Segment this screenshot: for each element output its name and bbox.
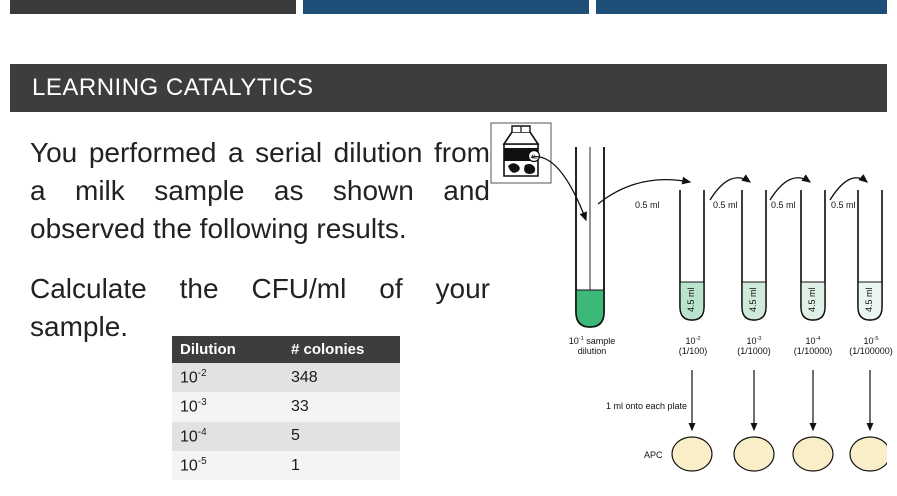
dilution-label-1 xyxy=(662,336,724,356)
body-paragraph-1: You performed a serial dilution from a milk sample as shown and observed the following results. xyxy=(30,137,490,244)
dilution-base: 10 xyxy=(180,398,198,416)
slide-canvas xyxy=(10,22,893,488)
source-dilution-base: 10 xyxy=(568,336,579,346)
svg-text:4L: 4L xyxy=(530,155,538,161)
source-tube xyxy=(576,147,604,327)
decorative-top-bar xyxy=(0,0,897,14)
tube-volume-label-4: 4.5 ml xyxy=(864,287,874,312)
plate-instruction-label: 1 ml onto each plate xyxy=(606,401,688,411)
top-bar-segment-blue-2 xyxy=(596,0,887,14)
petri-plate xyxy=(850,437,887,471)
transfer-label-2: 0.5 ml xyxy=(713,200,738,210)
dilution-label-fraction: (1/100) xyxy=(678,346,708,356)
page-title: LEARNING CATALYTICS xyxy=(32,74,314,101)
table-header-row xyxy=(172,336,400,363)
dilution-label-exp: -2 xyxy=(695,336,701,342)
cell-colonies: 33 xyxy=(283,392,400,421)
source-dilution-word2: dilution xyxy=(577,346,607,356)
dilution-label-base: 10 xyxy=(685,336,696,346)
table-row xyxy=(172,363,400,392)
dilution-label-base: 10 xyxy=(746,336,757,346)
dilution-base: 10 xyxy=(180,427,198,445)
source-dilution-word: sample xyxy=(586,336,616,346)
cell-dilution xyxy=(172,392,283,421)
table-row xyxy=(172,451,400,480)
dilution-exponent: -4 xyxy=(197,426,207,438)
dilution-label-exp: -5 xyxy=(873,336,879,342)
dilution-label-fraction: (1/100000) xyxy=(849,346,893,356)
transfer-label-3: 0.5 ml xyxy=(771,200,796,210)
dilution-label-base: 10 xyxy=(805,336,816,346)
top-bar-segment-dark xyxy=(10,0,296,14)
transfer-label-4: 0.5 ml xyxy=(831,200,856,210)
cell-colonies: 5 xyxy=(283,422,400,451)
dilution-exponent: -3 xyxy=(197,397,207,409)
cell-colonies: 1 xyxy=(283,451,400,480)
body-paragraph-2: Calculate the CFU/ml of your sample. xyxy=(30,273,490,342)
dilution-base: 10 xyxy=(180,369,198,387)
tube-volume-label-1: 4.5 ml xyxy=(686,287,696,312)
petri-plate xyxy=(734,437,774,471)
petri-plates xyxy=(672,437,887,471)
dilution-base: 10 xyxy=(180,457,198,475)
dilution-exponent: -2 xyxy=(197,368,207,379)
dilution-label-4 xyxy=(832,336,897,356)
plating-arrows xyxy=(692,370,870,430)
dilution-label-exp: -4 xyxy=(815,336,821,342)
tube-volume-label-3: 4.5 ml xyxy=(807,287,817,312)
dilution-label-base: 10 xyxy=(863,336,874,346)
petri-plate xyxy=(672,437,712,471)
dilution-exponent: -5 xyxy=(197,455,207,467)
results-table xyxy=(172,336,400,480)
apc-label: APC xyxy=(644,450,663,460)
table-row xyxy=(172,392,400,421)
column-header-dilution: Dilution xyxy=(172,336,283,363)
petri-plate xyxy=(793,437,833,471)
table-row xyxy=(172,422,400,451)
dilution-label-fraction: (1/1000) xyxy=(737,346,771,356)
tube-volume-label-2: 4.5 ml xyxy=(748,287,758,312)
column-header-colonies: # colonies xyxy=(283,336,400,363)
cell-colonies: 348 xyxy=(283,363,400,392)
cell-dilution xyxy=(172,451,283,480)
dilution-label-fraction: (1/10000) xyxy=(793,346,833,356)
top-bar-segment-blue-1 xyxy=(303,0,589,14)
cell-dilution xyxy=(172,363,283,392)
serial-dilution-diagram xyxy=(498,122,893,488)
source-dilution-label xyxy=(550,336,634,356)
transfer-label-1: 0.5 ml xyxy=(635,200,660,210)
cell-dilution xyxy=(172,422,283,451)
dilution-label-exp: -3 xyxy=(756,336,762,342)
source-dilution-exponent: -1 xyxy=(578,336,584,342)
